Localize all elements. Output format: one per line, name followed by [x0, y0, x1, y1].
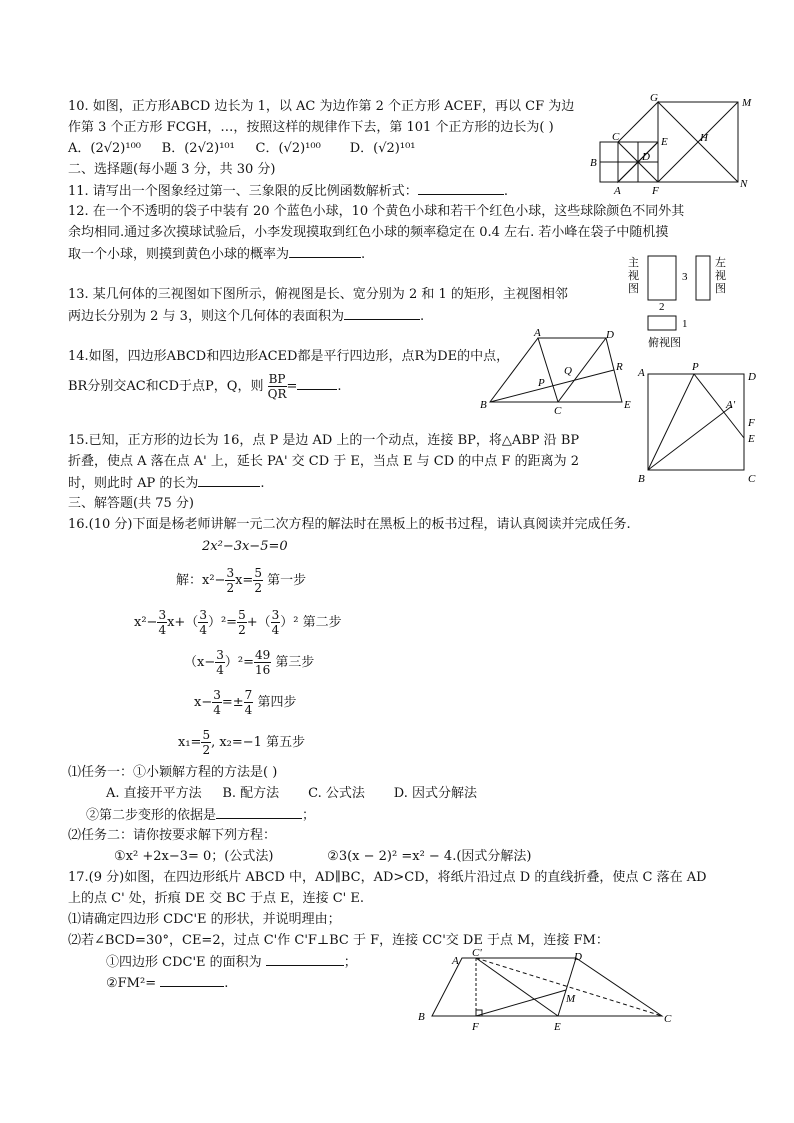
- q17-part2a: ①四边形 CDC'E 的面积为 ；: [106, 955, 357, 970]
- q17-label-e: E: [554, 1021, 561, 1033]
- q15-label-c: C: [748, 473, 756, 485]
- q15-label-b: B: [638, 473, 645, 485]
- q16-option-d: D. 因式分解法: [393, 786, 478, 801]
- q16-task2: ⑵任务二：请你按要求解下列方程：: [68, 828, 277, 843]
- q14-line2: BR分别交AC和CD于点P，Q，则 $\frac{BP}{QR}$ = .: [68, 372, 342, 401]
- q16-step2: x²− $\frac{3}{4}$ x+（ $\frac{3}{4}$ ）²= $\frac{5}{2}$ +（ $\frac{3}{4}$ ）² 第二步: [134, 608, 342, 637]
- q16-task1b-blank[interactable]: [216, 806, 302, 819]
- q17-label-m: M: [566, 993, 576, 1005]
- q10-label-a: A: [614, 185, 621, 197]
- q15-label-f: F: [748, 417, 755, 429]
- q17-line2: 上的点 C' 处，折痕 DE 交 BC 于点 E，连接 C' E.: [68, 891, 364, 906]
- q16-task1: ⑴任务一：①小颖解方程的方法是( ): [68, 765, 278, 780]
- q11-text: 11. 请写出一个图象经过第一、三象限的反比例函数解析式：: [68, 184, 418, 199]
- q16-step4: x− $\frac{3}{4}$ =± $\frac{7}{4}$ 第四步: [194, 688, 297, 717]
- q15-answer-blank[interactable]: [198, 474, 260, 487]
- q16-step1-pre: 解：x²−: [176, 573, 226, 588]
- q17-part2a-text: ①四边形 CDC'E 的面积为: [106, 955, 262, 970]
- q16-task1b: ②第二步变形的依据是 ；: [86, 808, 316, 823]
- q15-line3: 时，则此时 AP 的长为 .: [68, 476, 265, 491]
- q14-equals: =: [286, 379, 298, 394]
- q14-label-c: C: [554, 405, 562, 416]
- q13-front-label-1: 主: [628, 257, 639, 269]
- q15-figure: [636, 360, 766, 486]
- q16-intro: 16.(10 分)下面是杨老师讲解一元二次方程的解法时在黑板上的板书过程，请认真阅读并完成任务.: [68, 517, 631, 532]
- q15-label-a: A: [638, 367, 645, 379]
- q13-left-view: [696, 256, 710, 300]
- q17-figure: [416, 948, 678, 1034]
- q16-step5-label: 第五步: [266, 735, 306, 750]
- q13-line2-text: 两边长分别为 2 与 3，则这个几何体的表面积为: [68, 309, 344, 324]
- q13-dim-3: 3: [682, 271, 688, 283]
- q14-frac-den: QR: [267, 387, 287, 401]
- section2-title: 二、选择题(每小题 3 分，共 30 分): [68, 162, 276, 177]
- q14-label-a: A: [534, 327, 541, 339]
- q16-option-a: A. 直接开平方法: [106, 786, 202, 801]
- q16-step1: 解：x²− $\frac{3}{2}$ x= $\frac{5}{2}$ 第一步: [176, 566, 307, 595]
- q13-dim-1: 1: [682, 318, 688, 330]
- q10-figure: [588, 90, 758, 200]
- q17-part2b-text: ②FM²=: [106, 976, 157, 991]
- q14-answer-blank[interactable]: [297, 377, 337, 390]
- q14-label-d: D: [606, 329, 614, 341]
- q12-line3-text: 取一个小球，则摸到黄色小球的概率为: [68, 247, 290, 262]
- q14-label-p: P: [538, 377, 545, 389]
- q10-label-b: B: [590, 157, 597, 169]
- q16-task2-items: [114, 848, 531, 866]
- q16-step3: （x− $\frac{3}{4}$ ）²= $\frac{49}{16}$ 第三步: [184, 648, 315, 677]
- q10-label-d: D: [642, 151, 650, 163]
- q10-line2: 作第 3 个正方形 FCGH，…，按照这样的规律作下去，第 101 个正方形的边长为( ): [68, 120, 554, 135]
- q13-answer-blank[interactable]: [344, 307, 420, 320]
- q10-label-n: N: [740, 178, 748, 190]
- q17-label-d: D: [574, 951, 582, 963]
- q17-part1: ⑴请确定四边形 CDC'E 的形状，并说明理由；: [68, 912, 341, 927]
- q17-part2b: ②FM²= .: [106, 976, 229, 991]
- q11-answer-blank[interactable]: [418, 182, 504, 195]
- q14-frac-num: BP: [268, 372, 286, 386]
- q17-label-b: B: [418, 1011, 425, 1023]
- section3-title: 三、解答题(共 75 分): [68, 496, 194, 511]
- q16-step3-label: 第三步: [275, 655, 315, 670]
- q13-line1: 13. 某几何体的三视图如下图所示，俯视图是长、宽分别为 2 和 1 的矩形，主视图相邻: [68, 287, 568, 302]
- q12-answer-blank[interactable]: [289, 245, 361, 258]
- q10-label-e: E: [661, 136, 668, 148]
- q14-label-r: R: [616, 361, 623, 373]
- q17-label-f: F: [472, 1021, 479, 1033]
- q14-label-b: B: [480, 399, 487, 411]
- q13-front-label-3: 图: [628, 283, 639, 295]
- q10-label-h: H: [700, 132, 708, 144]
- q13-left-label-2: 视: [715, 270, 726, 282]
- q10-line1: 10. 如图，正方形ABCD 边长为 1，以 AC 为边作第 2 个正方形 ACEF，再以 CF 为边: [68, 99, 575, 114]
- q13-front-view: [648, 256, 676, 300]
- q17-label-c-prime: C': [472, 948, 482, 959]
- q13-left-label-1: 左: [715, 257, 726, 269]
- q17-part2b-blank[interactable]: [160, 974, 224, 987]
- q17-label-c: C: [664, 1013, 672, 1025]
- q15-label-p: P: [692, 361, 699, 373]
- q12-line1: 12. 在一个不透明的袋子中装有 20 个蓝色小球，10 个黄色小球和若干个红色小球，这些球除颜色不同外其: [68, 204, 685, 219]
- q16-task2a: ①x² +2x−3= 0；(公式法): [114, 849, 274, 864]
- q10-option-b: B．(2√2)¹⁰¹: [161, 141, 235, 156]
- q16-step4-label: 第四步: [257, 695, 297, 710]
- q13-top-view: [648, 316, 676, 330]
- q17-label-a: A: [452, 955, 459, 967]
- q10-option-a: A．(2√2)¹⁰⁰: [68, 141, 141, 156]
- q17-trapezoid: [432, 958, 662, 1016]
- q17-part2a-blank[interactable]: [266, 953, 344, 966]
- q10-label-f: F: [652, 185, 659, 197]
- q16-task1b-text: ②第二步变形的依据是: [86, 808, 217, 823]
- q15-label-a-prime: A': [726, 399, 736, 411]
- q15-line3-text: 时，则此时 AP 的长为: [68, 476, 199, 491]
- q13-dim-2: 2: [659, 301, 665, 313]
- q10-label-g: G: [650, 92, 658, 104]
- q10-option-c: C．(√2)¹⁰⁰: [255, 141, 321, 156]
- q10-label-c: C: [612, 131, 620, 143]
- q16-option-b: B. 配方法: [222, 786, 280, 801]
- q16-task2b: ②3(x − 2)² =x² − 4.(因式分解法): [327, 849, 532, 864]
- q16-step5: x₁= $\frac{5}{2}$ , x₂=−1 第五步: [178, 728, 306, 757]
- q13-top-label: 俯视图: [648, 337, 681, 349]
- q13-left-label-3: 图: [715, 283, 726, 295]
- q16-task1-options: [106, 785, 477, 803]
- q14-line1: 14.如图，四边形ABCD和四边形ACED都是平行四边形，点R为DE的中点，: [68, 349, 510, 364]
- q16-equation: 2x²−3x−5=0: [202, 539, 288, 554]
- q14-fraction: [268, 372, 287, 401]
- q15-square: [648, 374, 744, 470]
- q13-front-label-2: 视: [628, 270, 639, 282]
- q13-figure: [626, 252, 746, 352]
- q14-label-e: E: [624, 399, 631, 411]
- q16-option-c: C. 公式法: [308, 786, 365, 801]
- q10-option-d: D．(√2)¹⁰¹: [349, 141, 416, 156]
- q17-part2: ⑵若∠BCD=30°，CE=2，过点 C'作 C'F⊥BC 于 F，连接 CC'交 DE 于点 M，连接 FM：: [68, 933, 609, 948]
- q10-label-m: M: [742, 97, 752, 109]
- q12-line3: 取一个小球，则摸到黄色小球的概率为 .: [68, 247, 366, 262]
- q13-line2: 两边长分别为 2 与 3，则这个几何体的表面积为 .: [68, 309, 425, 324]
- q12-line2: 余均相同.通过多次摸球试验后，小李发现摸取到红色小球的频率稳定在 0.4 左右. 若小峰在袋子中随机摸: [68, 225, 669, 240]
- q16-step1-mid: x=: [235, 573, 254, 588]
- q17-line1: 17.(9 分)如图，在四边形纸片 ABCD 中，AD∥BC，AD>CD，将纸片沿过点 D 的直线折叠，使点 C 落在 AD: [68, 870, 707, 885]
- q14-label-q: Q: [564, 365, 572, 377]
- q15-label-d: D: [748, 371, 756, 383]
- q11: 11. 请写出一个图象经过第一、三象限的反比例函数解析式： .: [68, 184, 508, 199]
- q15-line2: 折叠，使点 A 落在点 A' 上，延长 PA' 交 CD 于 E，当点 E 与 CD 的中点 F 的距离为 2: [68, 454, 579, 469]
- q15-line1: 15.已知，正方形的边长为 16，点 P 是边 AD 上的一个动点，连接 BP，将△ABP 沿 BP: [68, 433, 580, 448]
- q14-figure: [478, 326, 638, 416]
- q16-step2-label: 第二步: [302, 615, 342, 630]
- q10-options: [68, 140, 416, 158]
- q16-step1-label: 第一步: [267, 573, 307, 588]
- q14-line2-text: BR分别交AC和CD于点P，Q，则: [68, 379, 264, 394]
- q15-label-e: E: [748, 433, 755, 445]
